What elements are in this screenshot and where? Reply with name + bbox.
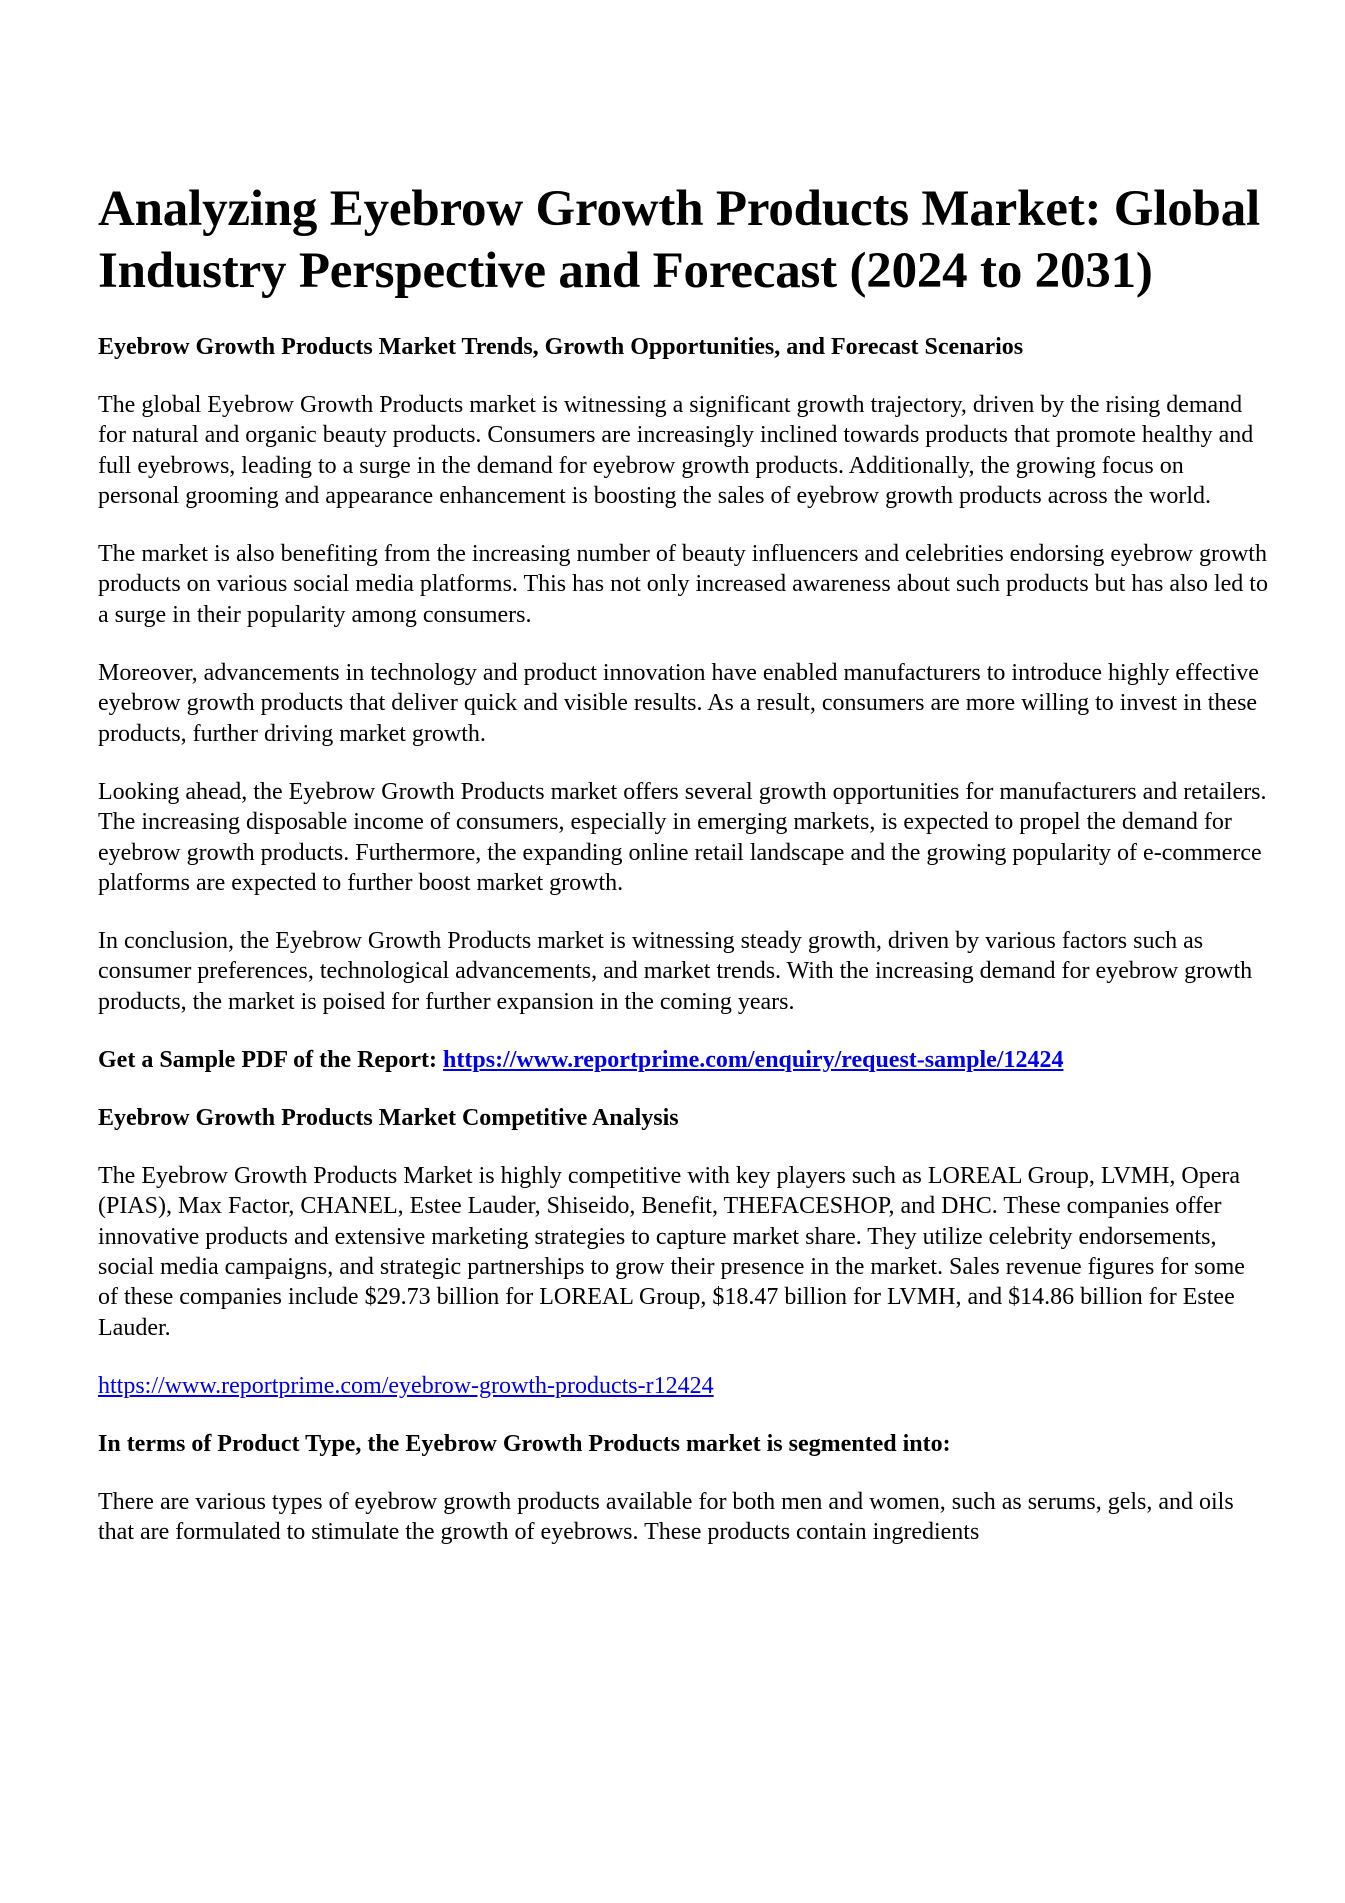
paragraph-intro: The global Eyebrow Growth Products market is witnessing a significant growth trajectory, driven by the rising demand for natural and organic beauty products. Consumers are increasingly inclined towards products that promote healthy and full eyebrows, leading to a surge in the demand for eyebrow growth products. Additionally, the growing focus on personal grooming and appearance enhancement is boosting the sales of eyebrow growth products across the world. <box>98 392 1254 509</box>
section-heading-product-type: In terms of Product Type, the Eyebrow Growth Products market is segmented into: <box>98 1430 951 1457</box>
sample-pdf-link[interactable]: https://www.reportprime.com/enquiry/request-sample/12424 <box>443 1047 1064 1074</box>
sample-pdf-line <box>98 1045 1268 1075</box>
sample-pdf-label: Get a Sample PDF of the Report: <box>98 1047 444 1074</box>
paragraph-outlook: Looking ahead, the Eyebrow Growth Products market offers several growth opportunities for manufacturers and retailers. The increasing disposable income of consumers, especially in emerging markets, is expected to propel the demand for eyebrow growth products. Furthermore, the expanding online retail landscape and the growing popularity of e-commerce platforms are expected to further boost market growth. <box>98 778 1267 896</box>
paragraph-competitive: The Eyebrow Growth Products Market is highly competitive with key players such as LOREAL Group, LVMH, Opera (PIAS), Max Factor, CHANEL, Estee Lauder, Shiseido, Benefit, THEFACESHOP, and DHC. These companies offer innovative products and extensive marketing strategies to capture market share. They utilize celebrity endorsements, social media campaigns, and strategic partnerships to grow their presence in the market. Sales revenue figures for some of these companies include $29.73 billion for LOREAL Group, $18.47 billion for LVMH, and $14.86 billion for Estee Lauder. <box>98 1163 1245 1341</box>
paragraph-conclusion: In conclusion, the Eyebrow Growth Products market is witnessing steady growth, driven by various factors such as consumer preferences, technological advancements, and market trends. With the increasing demand for eyebrow growth products, the market is poised for further expansion in the coming years. <box>98 928 1253 1015</box>
report-link-line <box>98 1371 1268 1401</box>
section-heading-competitive: Eyebrow Growth Products Market Competitive Analysis <box>98 1105 679 1132</box>
report-link[interactable]: https://www.reportprime.com/eyebrow-growth-products-r12424 <box>98 1372 714 1399</box>
paragraph-technology: Moreover, advancements in technology and product innovation have enabled manufacturers to introduce highly effective eyebrow growth products that deliver quick and visible results. As a result, consumers are more willing to invest in these products, further driving market growth. <box>98 660 1259 747</box>
document-title: Analyzing Eyebrow Growth Products Market: Global Industry Perspective and Forecast (2024 to 2031) <box>98 181 1260 299</box>
paragraph-product-type: There are various types of eyebrow growth products available for both men and women, such as serums, gels, and oils that are formulated to stimulate the growth of eyebrows. These products contain ingredients <box>98 1488 1234 1546</box>
paragraph-influencers: The market is also benefiting from the increasing number of beauty influencers and celebrities endorsing eyebrow growth products on various social media platforms. This has not only increased awareness about such products but has also led to a surge in their popularity among consumers. <box>98 541 1268 628</box>
section-heading-trends: Eyebrow Growth Products Market Trends, Growth Opportunities, and Forecast Scenarios <box>98 334 1024 360</box>
document-page <box>98 178 1268 1575</box>
